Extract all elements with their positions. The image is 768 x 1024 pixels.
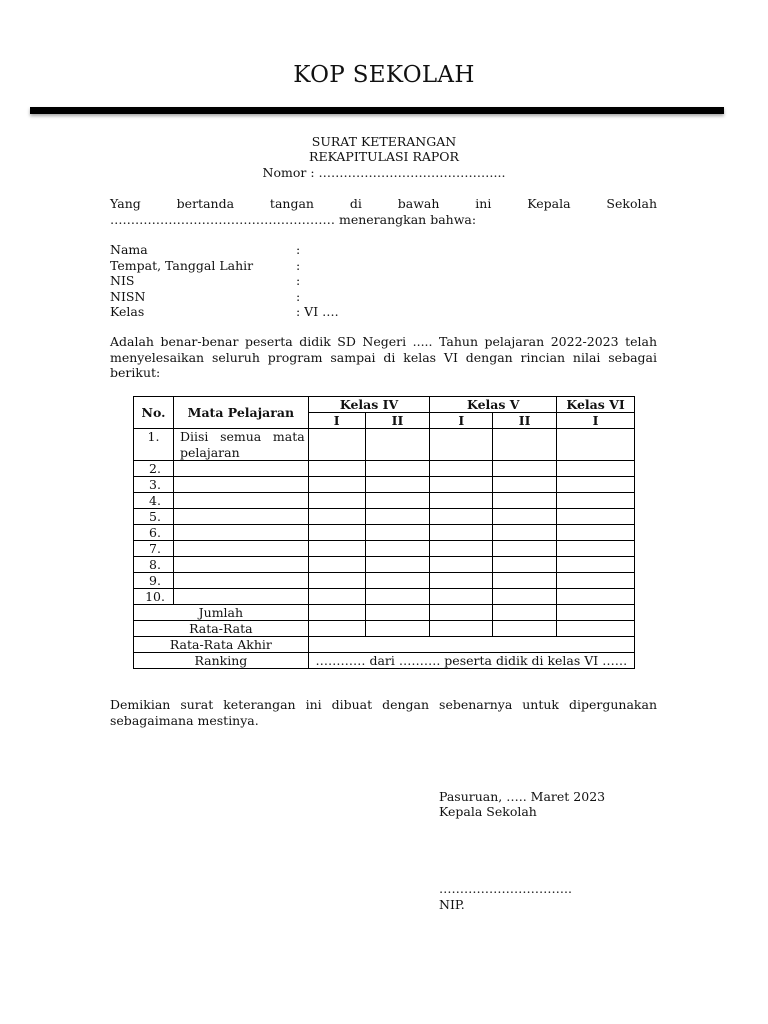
grade-cell [493, 461, 557, 477]
semester-header: II [365, 413, 430, 429]
table-row [134, 429, 635, 461]
row-number: 8. [134, 557, 174, 573]
table-header-row [134, 397, 635, 413]
grade-cell [430, 429, 493, 461]
column-header-kelas-iv: Kelas IV [308, 397, 430, 413]
column-header-kelas-vi: Kelas VI [557, 397, 635, 413]
row-number: 3. [134, 477, 174, 493]
grade-cell [308, 493, 365, 509]
subject-cell: Diisi semua mata pelajaran [173, 429, 308, 461]
identity-label: Kelas [110, 304, 145, 319]
row-number: 7. [134, 541, 174, 557]
grade-cell [493, 573, 557, 589]
grade-cell [365, 525, 430, 541]
grade-cell [308, 461, 365, 477]
letterhead-divider [30, 107, 724, 114]
subject-cell [173, 493, 308, 509]
table-row [134, 525, 635, 541]
identity-label: Nama [110, 242, 148, 257]
closing-paragraph: Demikian surat keterangan ini dibuat dengan sebenarnya untuk dipergunakan sebagaimana mestinya. [110, 697, 657, 728]
grade-cell [557, 557, 635, 573]
grade-cell [493, 493, 557, 509]
ranking-value: ………… dari ………. peserta didik di kelas VI …… [308, 653, 634, 669]
row-number: 4. [134, 493, 174, 509]
semester-header: I [557, 413, 635, 429]
grade-cell [365, 557, 430, 573]
grade-cell [430, 477, 493, 493]
signature-place-date: Pasuruan, ….. Maret 2023 [439, 789, 606, 804]
grade-cell [557, 541, 635, 557]
identity-value: : VI …. [296, 304, 339, 319]
grade-cell [308, 573, 365, 589]
summary-row-rata-rata [134, 621, 635, 637]
subject-cell [173, 461, 308, 477]
grade-cell [365, 589, 430, 605]
grade-cell [308, 621, 365, 637]
table-row [134, 509, 635, 525]
grade-cell [430, 509, 493, 525]
subject-cell [173, 573, 308, 589]
grade-cell [493, 429, 557, 461]
column-header-no: No. [134, 397, 174, 429]
grade-cell [365, 509, 430, 525]
grade-cell [493, 525, 557, 541]
grade-cell [430, 573, 493, 589]
grade-cell [430, 493, 493, 509]
semester-header: I [430, 413, 493, 429]
summary-row-rata-akhir [134, 637, 635, 653]
grades-table [133, 396, 635, 669]
grade-cell [365, 493, 430, 509]
grade-cell [557, 493, 635, 509]
grade-cell [308, 589, 365, 605]
table-row [134, 493, 635, 509]
row-number: 5. [134, 509, 174, 525]
identity-value: : [296, 273, 301, 288]
subject-cell [173, 589, 308, 605]
identity-label: NIS [110, 273, 135, 288]
subject-cell [173, 509, 308, 525]
summary-row-ranking [134, 653, 635, 669]
summary-label: Jumlah [134, 605, 309, 621]
document-title: SURAT KETERANGAN [311, 134, 457, 149]
statement-paragraph: Adalah benar-benar peserta didik SD Negeri ..... Tahun pelajaran 2022-2023 telah menyelesaikan seluruh program sampai di kelas VI dengan rincian nilai sebagai berikut: [110, 334, 657, 380]
grade-cell [493, 589, 557, 605]
grade-cell [308, 509, 365, 525]
grade-cell [557, 509, 635, 525]
summary-label: Ranking [134, 653, 309, 669]
row-number: 1. [134, 429, 174, 461]
table-row [134, 589, 635, 605]
table-row [134, 557, 635, 573]
identity-value: : [296, 242, 301, 257]
summary-label: Rata-Rata [134, 621, 309, 637]
grade-cell [430, 557, 493, 573]
grade-cell [430, 525, 493, 541]
grade-cell [493, 509, 557, 525]
column-header-kelas-v: Kelas V [430, 397, 557, 413]
final-average-cell [308, 637, 634, 653]
intro-paragraph: Yang bertanda tangan di bawah ini Kepala Sekolah ……………………………………………… menerangkan bahwa: [110, 196, 657, 227]
grade-cell [365, 621, 430, 637]
grade-cell [493, 605, 557, 621]
identity-label: Tempat, Tanggal Lahir [110, 257, 254, 273]
signature-name-line: ………………………….. [439, 881, 572, 896]
grade-cell [430, 541, 493, 557]
subject-cell [173, 541, 308, 557]
document-number: Nomor : ……………………………………... [262, 165, 506, 180]
grade-cell [557, 589, 635, 605]
identity-label: NISN [110, 288, 146, 304]
signature-role: Kepala Sekolah [439, 804, 537, 819]
grade-cell [365, 429, 430, 461]
grade-cell [557, 621, 635, 637]
table-row [134, 477, 635, 493]
grade-cell [308, 525, 365, 541]
grade-cell [557, 605, 635, 621]
grade-cell [365, 461, 430, 477]
grade-cell [557, 461, 635, 477]
subject-cell [173, 525, 308, 541]
grade-cell [365, 477, 430, 493]
summary-row-jumlah [134, 605, 635, 621]
summary-label: Rata-Rata Akhir [134, 637, 309, 653]
grade-cell [493, 557, 557, 573]
grade-cell [430, 621, 493, 637]
grade-cell [365, 605, 430, 621]
grade-cell [493, 621, 557, 637]
grade-cell [308, 557, 365, 573]
row-number: 9. [134, 573, 174, 589]
grade-cell [493, 477, 557, 493]
identity-value: : [296, 288, 301, 304]
table-row [134, 541, 635, 557]
grade-cell [308, 541, 365, 557]
row-number: 6. [134, 525, 174, 541]
grade-cell [557, 429, 635, 461]
row-number: 10. [134, 589, 174, 605]
grade-cell [308, 429, 365, 461]
letterhead-title: KOP SEKOLAH [293, 62, 475, 88]
signature-nip: NIP. [439, 897, 465, 912]
table-row [134, 461, 635, 477]
semester-header: I [308, 413, 365, 429]
grade-cell [430, 461, 493, 477]
grade-cell [308, 605, 365, 621]
table-row [134, 573, 635, 589]
grade-cell [365, 573, 430, 589]
grade-cell [557, 573, 635, 589]
grade-cell [557, 525, 635, 541]
row-number: 2. [134, 461, 174, 477]
grade-cell [308, 477, 365, 493]
semester-header: II [493, 413, 557, 429]
grade-cell [430, 605, 493, 621]
column-header-subject: Mata Pelajaran [173, 397, 308, 429]
identity-value: : [296, 257, 301, 273]
subject-cell [173, 477, 308, 493]
document-subtitle: REKAPITULASI RAPOR [309, 149, 459, 164]
grade-cell [365, 541, 430, 557]
grade-cell [493, 541, 557, 557]
grade-cell [557, 477, 635, 493]
grade-cell [430, 589, 493, 605]
subject-cell [173, 557, 308, 573]
